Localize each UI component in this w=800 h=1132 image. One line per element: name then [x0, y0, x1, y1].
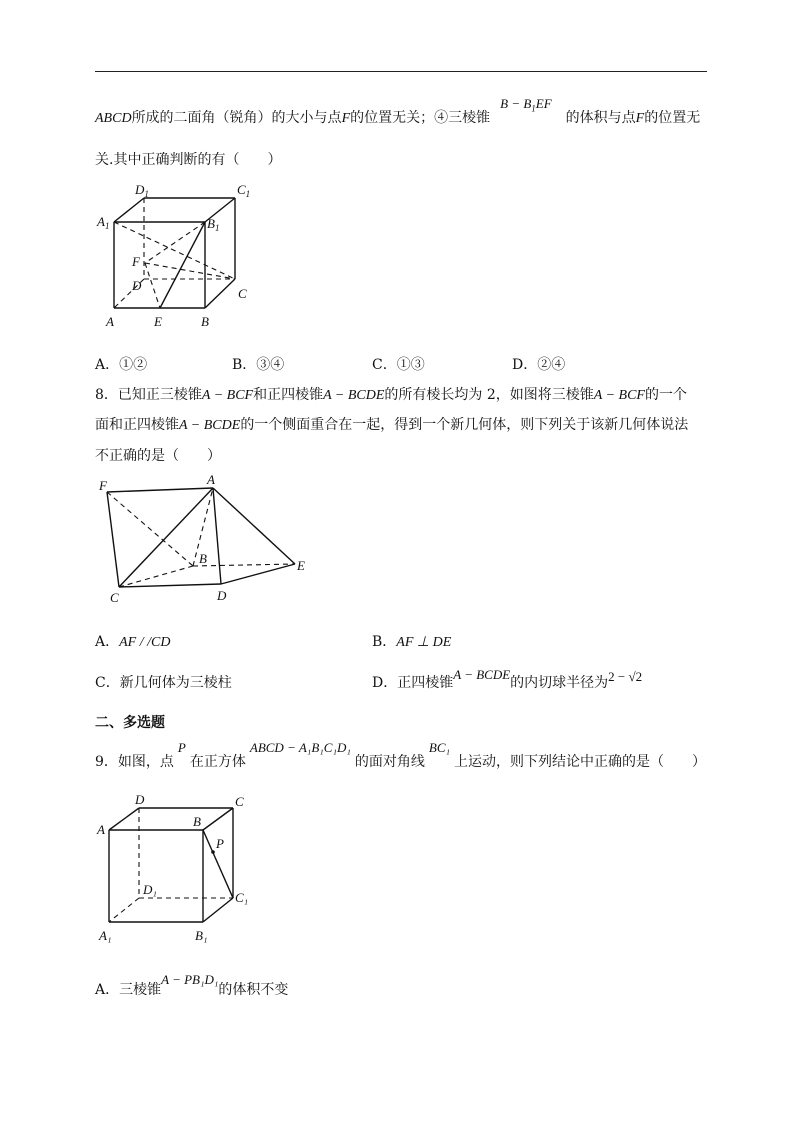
q8-option-c[interactable]: C．新几何体为三棱柱	[95, 675, 232, 691]
q8-line3: 不正确的是（ ）	[95, 448, 221, 464]
q9-line1: 9．如图，点P在正方体ABCD − A₁B₁C₁D₁的面对角线BC₁上运动，则下列结论中正确的是（ ）	[95, 740, 707, 770]
q7-option-a[interactable]: A．①②	[95, 357, 148, 373]
section-multi-choice-heading: 二、多选题	[95, 715, 165, 731]
label-B1: $B_1$	[207, 216, 220, 233]
q8-option-d[interactable]: D．正四棱锥A − BCDE的内切球半径为2 − √2	[372, 667, 643, 691]
label-F: F	[132, 254, 140, 269]
q9-cube-figure	[95, 790, 265, 945]
q7-cube-figure	[95, 180, 265, 335]
label-D: D	[217, 588, 227, 603]
label-A1: $A_1$	[97, 214, 110, 231]
point-P	[211, 850, 215, 854]
label-D: D	[135, 792, 145, 807]
q9-option-a[interactable]: A．三棱锥A − PB₁D₁的体积不变	[95, 972, 289, 998]
label-E: E	[154, 314, 162, 329]
label-B: B	[199, 551, 207, 566]
q8-option-a[interactable]: A．AF / /CD	[95, 634, 171, 650]
q7-option-c[interactable]: C．①③	[372, 357, 425, 373]
label-A: A	[97, 822, 105, 837]
label-D1: $D_1$	[135, 182, 149, 199]
label-D: D	[132, 278, 142, 293]
label-A: A	[106, 314, 114, 329]
label-C: C	[238, 286, 247, 301]
q7-option-d[interactable]: D．②④	[512, 357, 566, 373]
label-A: A	[207, 472, 215, 487]
label-C: C	[110, 590, 119, 605]
q7-line1: ABCD所成的二面角（锐角）的大小与点F的位置无关；④三棱锥$B - B_1EF$的体积与点F的位置无	[95, 96, 701, 126]
q7-line2: 关.其中正确判断的有（ ）	[95, 152, 282, 168]
q8-line2: 面和正四棱锥A − BCDE的一个侧面重合在一起，得到一个新几何体，则下列关于该新几何体说法	[95, 417, 689, 433]
header-rule	[95, 71, 707, 72]
label-D1: D₁	[143, 882, 157, 897]
label-B1: B₁	[195, 928, 208, 943]
q8-solid-figure	[95, 472, 320, 607]
label-F: F	[99, 478, 107, 493]
label-P: P	[216, 836, 224, 851]
q8-option-b[interactable]: B．AF ⊥ DE	[372, 634, 452, 650]
q7-math-pyramid: $B - B_1EF$	[500, 96, 552, 114]
label-A1: A₁	[99, 928, 112, 943]
q7-math-abcd: ABCD	[95, 111, 132, 126]
label-E: E	[297, 558, 305, 573]
label-C: C	[235, 794, 244, 809]
label-C1: $C_1$	[237, 182, 251, 199]
label-B: B	[193, 814, 201, 829]
label-B: B	[201, 314, 209, 329]
q7-option-b[interactable]: B．③④	[232, 357, 285, 373]
label-C1: C₁	[235, 890, 249, 905]
q8-line1: 8．已知正三棱锥A − BCF和正四棱锥A − BCDE的所有棱长均为 2，如图将三棱锥A − BCF的一个	[95, 387, 687, 403]
